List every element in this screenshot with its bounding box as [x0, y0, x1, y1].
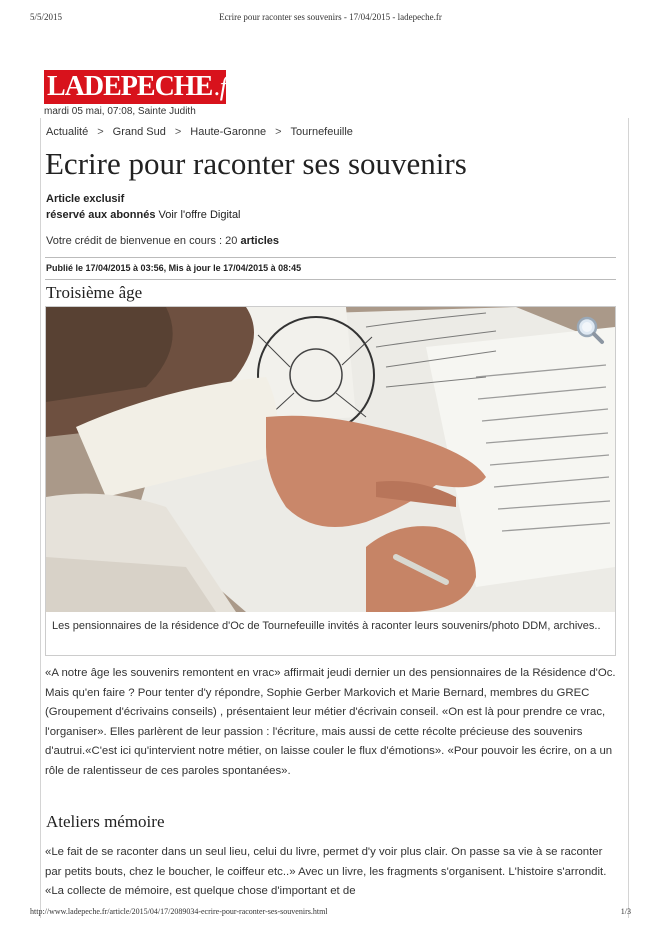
credit-unit: articles [240, 235, 279, 247]
print-page-number: 1/3 [620, 907, 631, 916]
dateline: mardi 05 mai, 07:08, Sainte Judith [44, 106, 196, 117]
subscribers-label: réservé aux abonnés [46, 209, 156, 221]
breadcrumb-separator: > [174, 126, 182, 138]
logo-main: LADEPECHE [47, 71, 213, 102]
published-info: Publié le 17/04/2015 à 03:56, Mis à jour le 17/04/2015 à 08:45 [46, 263, 302, 273]
photo-caption: Les pensionnaires de la résidence d'Oc de Tournefeuille invités à raconter leurs souvenirs/photo DDM, archives.. [52, 620, 601, 632]
frame-right [628, 118, 629, 918]
article-title: Ecrire pour raconter ses souvenirs [45, 146, 467, 181]
article-paragraph-1: «A notre âge les souvenirs remontent en vrac» affirmait jeudi dernier un des pensionnaires de la Résidence d'Oc. Mais qu'en faire ? Pour tenter d'y répondre, Sophie Gerber Markovich et Marie Bernard, membres du GREC (Groupement d'écrivains conseils) , présentaient leur métier d'écrivain conseil. «On est là pour prendre ce vrac, l'organiser». Elles parlèrent de leur passion : l'écriture, mais aussi de cette récolte précieuse des souvenirs d'autrui.«C'est ici qu'intervient notre métier, on laisse couler le flux d'émotions». «Pour pouvoir les écrire, on a un rôle de ralentisseur de ces paroles spontanées». [45, 667, 616, 777]
site-logo[interactable] [44, 70, 236, 104]
print-date: 5/5/2015 [30, 12, 63, 22]
logo-suffix: .fr [214, 72, 236, 101]
article-photo[interactable] [46, 307, 615, 612]
section-heading-troisieme-age: Troisième âge [46, 283, 143, 302]
breadcrumb [46, 126, 353, 138]
article-paragraph-2: «Le fait de se raconter dans un seul lieu, celui du livre, permet d'y voir plus clair. On passe sa vie à se raconter par petits bouts, chez le boucher, le coiffeur etc..» Avec un livre, les fragments s'organisent. L'histoire s'arrondit. «La collecte de mémoire, est quelque chose d'important et de [45, 846, 607, 897]
breadcrumb-item-actualite[interactable]: Actualité [46, 126, 89, 138]
breadcrumb-item-tournefeuille[interactable]: Tournefeuille [290, 126, 353, 138]
section-heading-ateliers-memoire: Ateliers mémoire [46, 812, 165, 831]
offer-link[interactable]: Voir l'offre Digital [158, 209, 241, 221]
breadcrumb-separator: > [97, 126, 104, 138]
zoom-icon[interactable] [575, 315, 605, 345]
credit-prefix: Votre crédit de bienvenue en cours : 20 [46, 235, 238, 247]
photo-figure [45, 306, 616, 656]
subscriber-notice [46, 209, 241, 221]
print-footer [30, 907, 631, 921]
print-title: Ecrire pour raconter ses souvenirs - 17/04/2015 - ladepeche.fr [219, 12, 442, 22]
breadcrumb-item-grand-sud[interactable]: Grand Sud [112, 126, 166, 138]
print-header [30, 12, 631, 26]
divider-top [45, 257, 616, 258]
print-url: http://www.ladepeche.fr/article/2015/04/17/2089034-ecrire-pour-raconter-ses-souvenirs.html [30, 907, 328, 916]
divider-bottom [45, 279, 616, 280]
breadcrumb-item-haute-garonne[interactable]: Haute-Garonne [190, 126, 267, 138]
welcome-credit [46, 235, 279, 247]
frame-left [40, 118, 41, 918]
breadcrumb-separator: > [275, 126, 282, 138]
exclusive-label: Article exclusif [46, 193, 125, 205]
